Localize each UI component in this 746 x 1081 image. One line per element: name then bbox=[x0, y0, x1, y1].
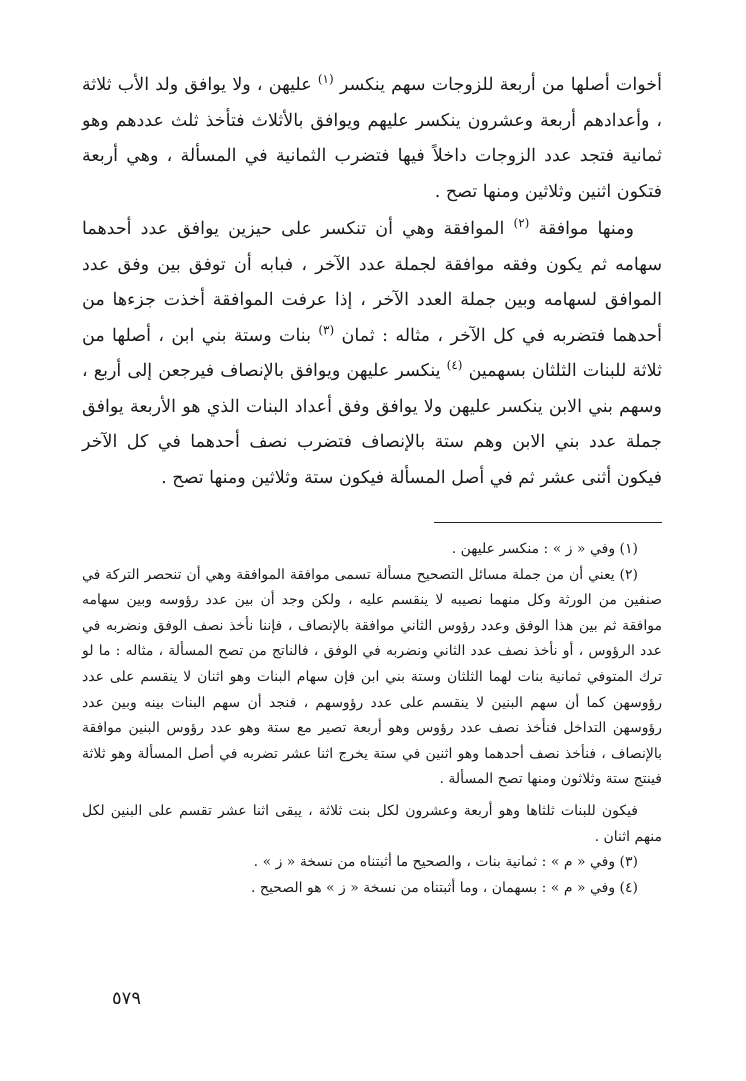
main-paragraph-2 bbox=[82, 212, 662, 496]
footnotes bbox=[82, 537, 662, 901]
footnote-ref-1[interactable]: (١) bbox=[317, 72, 334, 87]
footnote-1: (١) وفي « ز » : منكسر عليهن . bbox=[451, 541, 638, 557]
footnote-2: (٢) يعني أن من جملة مسائل التصحيح مسألة تسمى موافقة الموافقة وهي أن تنحصر التركة في صنفين من الورثة وكل منهما نصيبه لا ينقسم عليه ، ولكن وجد أن بين عدد رؤوسه وبين سهامه موافقة ثم بين هذا الوفق وعدد رؤوس الثاني موافقة بالإنصاف ، فإننا نأخذ نصف الوفق ونضربه في عدد الرؤوس ، أو نأخذ نصف عدد الثاني ونضربه في الوفق ، فالناتج من تصح المسألة ، مثاله : ما لو ترك المتوفي ثمانية بنات لهما الثلثان وستة بني ابن فإن سهام البنات وهو اثنان لا ينقسم على عدد رؤوسهن كما أن سهم البنين لا ينقسم على عدد رؤوسهم ، فنجد أن سهم البنات بينه وبين عدد رؤوسهن التداخل فنأخذ نصف عدد رؤوس وهو أربعة تصير مع ستة وهو عدد رؤوس البنين موافقة بالإنصاف ، فنأخذ نصف أحدهما وهو اثنين في ستة يخرج اثنا عشر تضربه في أصل المسألة وهو ثلاثة فينتج ستة وثلاثون ومنها تصح المسألة . bbox=[82, 566, 662, 788]
paragraph-2-text-a: ومنها موافقة bbox=[538, 219, 634, 239]
paragraph-2-text-d: ينكسر عليهن ويوافق بالإنصاف فيرجعن إلى أربع ، وسهم بني الابن ينكسر عليهن ولا يوافق وفق أعداد البنات الذي هو الأربعة يوافق جملة عدد بني الابن وهم ستة بالإنصاف فتضرب نصف أحدهما في كل الآخر فيكون أثنى عشر ثم في أصل المسألة فيكون ستة وثلاثين ومنها تصح . bbox=[82, 361, 662, 488]
page-number: ٥٧٩ bbox=[112, 988, 142, 1009]
footnote-ref-2[interactable]: (٢) bbox=[513, 216, 530, 231]
paragraph-1-text-b: عليهن ، ولا يوافق ولد الأب ثلاثة ، وأعدادهم أربعة وعشرون ينكسر عليهم ويوافق بالأثلاث فتأخذ ثلث عددهم وهو ثمانية فتجد عدد الزوجات داخلاً فيها فتضرب الثمانية في المسألة ، وهي أربعة فتكون اثنين وثلاثين ومنها تصح . bbox=[82, 75, 662, 202]
paragraph-2-text-c: بنات وستة بني ابن ، أصلها من ثلاثة للبنات الثلثان بسهمين bbox=[82, 325, 662, 381]
paragraph-1-text-a: أخوات أصلها من أربعة للزوجات سهم ينكسر bbox=[339, 75, 662, 95]
main-text bbox=[82, 68, 662, 496]
footnote-3: (٣) وفي « م » : ثمانية بنات ، والصحيح ما أثبتناه من نسخة « ز » . bbox=[253, 854, 638, 871]
book-page bbox=[82, 68, 662, 901]
paragraph-2-text-b: الموافقة وهي أن تنكسر على حيزين يوافق عدد أحدهما سهامه ثم يكون وفقه موافقة لجملة عدد الآخر ، فبابه أن توفق بين وفق عدد الموافق لسهامه وبين جملة العدد الآخر ، إذا عرفت الموافقة أخذت جزءها من أحدهما فتضربه في كل الآخر ، مثاله : ثمان bbox=[82, 219, 662, 346]
footnote-ref-3[interactable]: (٣) bbox=[318, 322, 335, 337]
main-paragraph-1 bbox=[82, 68, 662, 210]
footnote-separator bbox=[434, 522, 662, 523]
footnote-ref-4[interactable]: (٤) bbox=[446, 358, 463, 373]
footnote-4: (٤) وفي « م » : بسهمان ، وما أثبتناه من نسخة « ز » هو الصحيح . bbox=[251, 879, 638, 896]
footnote-2-continuation: فيكون للبنات ثلثاها وهو أربعة وعشرون لكل بنت ثلاثة ، يبقى اثنا عشر تقسم على البنين لكل منهم اثنان . bbox=[82, 802, 662, 845]
